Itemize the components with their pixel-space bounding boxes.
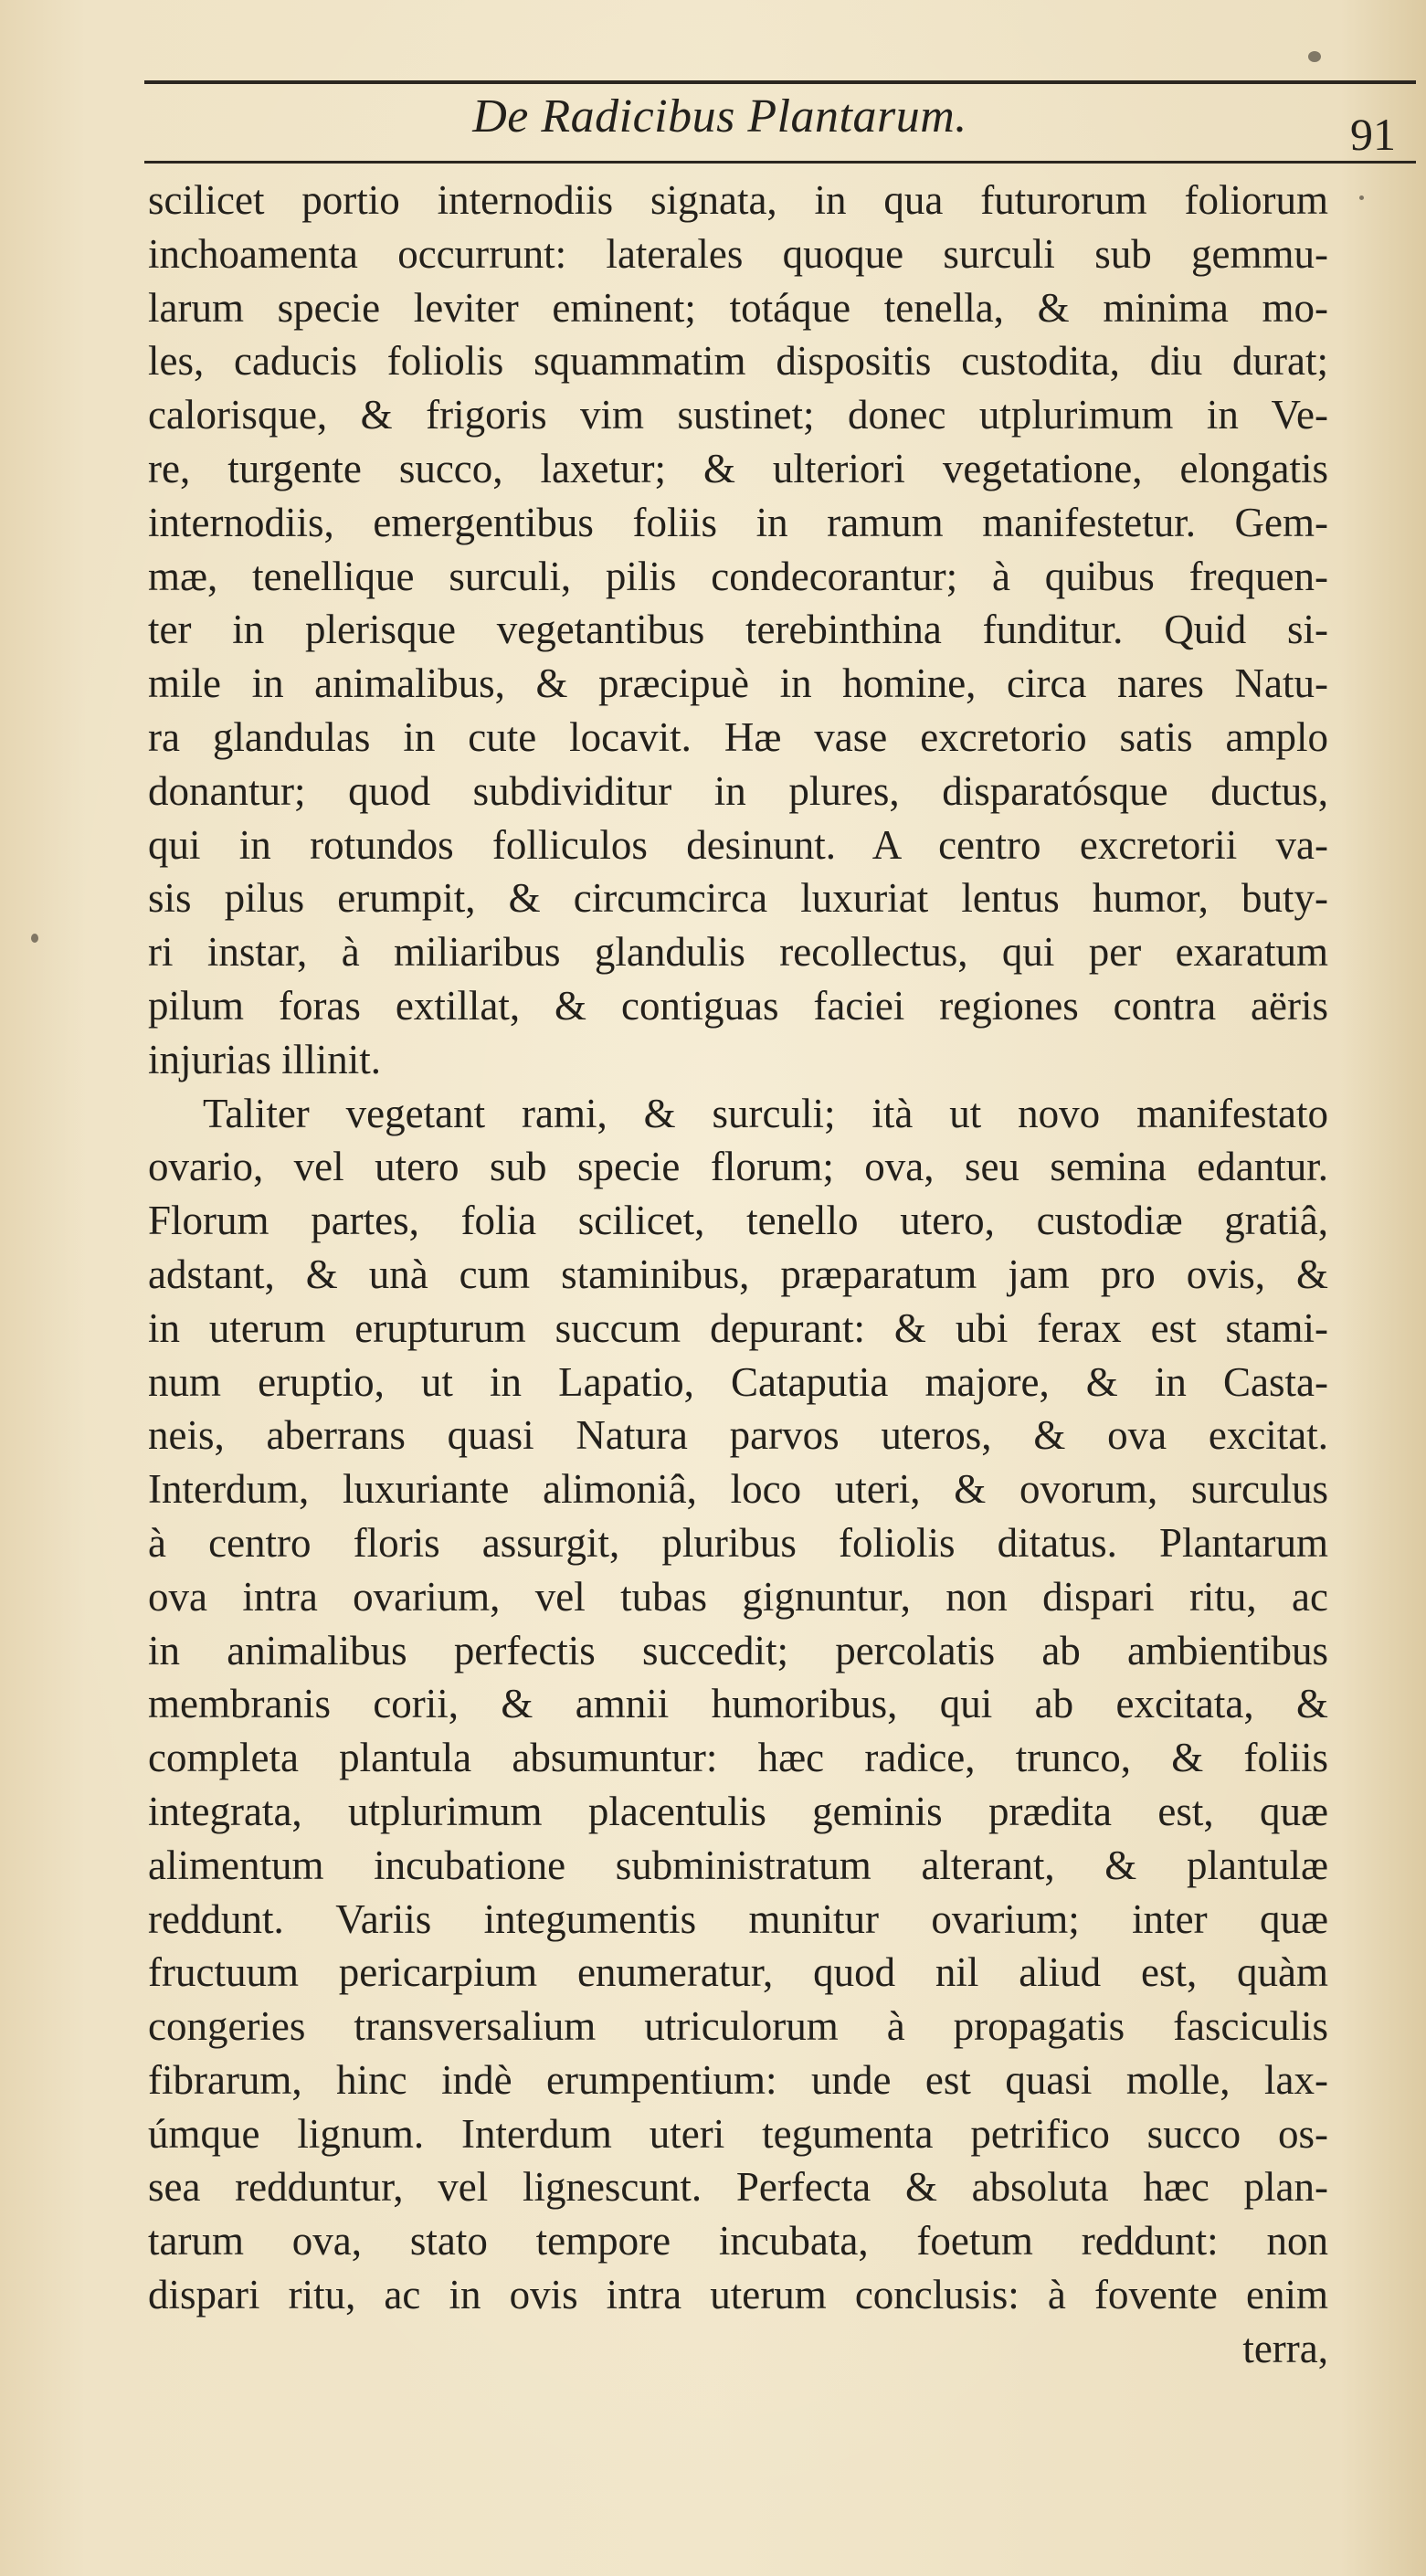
text-line: qui in rotundos folliculos desinunt. A centro excretorii va-: [148, 821, 1328, 868]
text-line: sis pilus erumpit, & circumcirca luxuriat lentus humor, buty-: [148, 875, 1328, 922]
text-line: úmque lignum. Interdum uteri tegumenta petrifico succo os-: [148, 2110, 1328, 2157]
text-line: ter in plerisque vegetantibus terebinthina funditur. Quid si-: [148, 607, 1328, 653]
text-line: alimentum incubatione subministratum alterant, & plantulæ: [148, 1842, 1328, 1888]
paragraph-end-line: injurias illinit.: [148, 1036, 381, 1082]
text-line: pilum foras extillat, & contiguas faciei regiones contra aëris: [148, 982, 1328, 1029]
text-line: re, turgente succo, laxetur; & ulteriori vegetatione, elongatis: [148, 445, 1328, 491]
text-line: fibrarum, hinc indè erumpentium: unde est quasi molle, lax-: [148, 2056, 1328, 2103]
text-line: scilicet portio internodiis signata, in qua futurorum foliorum: [148, 177, 1328, 223]
text-line: mile in animalibus, & præcipuè in homine, circa nares Natu-: [148, 660, 1328, 707]
text-line: inchoamenta occurrunt: laterales quoque surculi sub gemmu-: [148, 230, 1328, 277]
text-line: ovario, vel utero sub specie florum; ova, seu semina edantur.: [148, 1144, 1328, 1190]
ink-speck: [1308, 51, 1321, 62]
text-line: les, caducis foliolis squammatim dispositis custodita, diu durat;: [148, 338, 1328, 385]
text-line: fructuum pericarpium enumeratur, quod nil aliud est, quàm: [148, 1949, 1328, 1996]
header-bottom-rule: [144, 161, 1416, 164]
text-line: in uterum erupturum succum depurant: & ubi ferax est stami-: [148, 1304, 1328, 1351]
text-line: congeries transversalium utriculorum à propagatis fasciculis: [148, 2003, 1328, 2050]
text-line: ra glandulas in cute locavit. Hæ vase excretorio satis amplo: [148, 713, 1328, 760]
page-number: 91: [1350, 109, 1396, 160]
ink-speck: [31, 934, 38, 943]
running-head: De Radicibus Plantarum.: [472, 90, 967, 143]
text-line: mæ, tenellique surculi, pilis condecorantur; à quibus frequen-: [148, 553, 1328, 599]
text-line: integrata, utplurimum placentulis geminis prædita est, quæ: [148, 1788, 1328, 1834]
text-line: Interdum, luxuriante alimoniâ, loco uteri, & ovorum, surculus: [148, 1466, 1328, 1513]
text-line: membranis corii, & amnii humoribus, qui ab excitata, &: [148, 1681, 1328, 1727]
ink-speck: [1359, 195, 1364, 200]
text-line: num eruptio, ut in Lapatio, Cataputia majore, & in Casta-: [148, 1358, 1328, 1405]
text-line: à centro floris assurgit, pluribus foliolis ditatus. Plantarum: [148, 1519, 1328, 1566]
text-line: ri instar, à miliaribus glandulis recollectus, qui per exaratum: [148, 929, 1328, 976]
text-line: donantur; quod subdividitur in plures, disparatósque ductus,: [148, 767, 1328, 814]
paragraph-start-line: Taliter vegetant rami, & surculi; ità ut novo manifestato: [203, 1090, 1328, 1136]
text-line: sea redduntur, vel lignescunt. Perfecta & absoluta hæc plan-: [148, 2164, 1328, 2211]
text-line: dispari ritu, ac in ovis intra uterum conclusis: à fovente enim: [148, 2272, 1328, 2318]
text-line: in animalibus perfectis succedit; percolatis ab ambientibus: [148, 1627, 1328, 1673]
text-line: neis, aberrans quasi Natura parvos uteros, & ova excitat.: [148, 1412, 1328, 1459]
text-line: Florum partes, folia scilicet, tenello utero, custodiæ gratiâ,: [148, 1198, 1328, 1244]
text-line: internodiis, emergentibus foliis in ramum manifestetur. Gem-: [148, 499, 1328, 545]
text-line: larum specie leviter eminent; totáque tenella, & minima mo-: [148, 284, 1328, 331]
text-line: tarum ova, stato tempore incubata, foetum reddunt: non: [148, 2218, 1328, 2265]
text-line: calorisque, & frigoris vim sustinet; donec utplurimum in Ve-: [148, 392, 1328, 438]
text-line: reddunt. Variis integumentis munitur ovarium; inter quæ: [148, 1895, 1328, 1942]
catchword: terra,: [1242, 2325, 1328, 2371]
body-text: [148, 174, 1328, 2376]
text-line: adstant, & unà cum staminibus, præparatum jam pro ovis, &: [148, 1251, 1328, 1297]
text-line: ova intra ovarium, vel tubas gignuntur, non dispari ritu, ac: [148, 1573, 1328, 1620]
header-top-rule: [144, 80, 1416, 84]
text-line: completa plantula absumuntur: hæc radice, trunco, & foliis: [148, 1735, 1328, 1781]
